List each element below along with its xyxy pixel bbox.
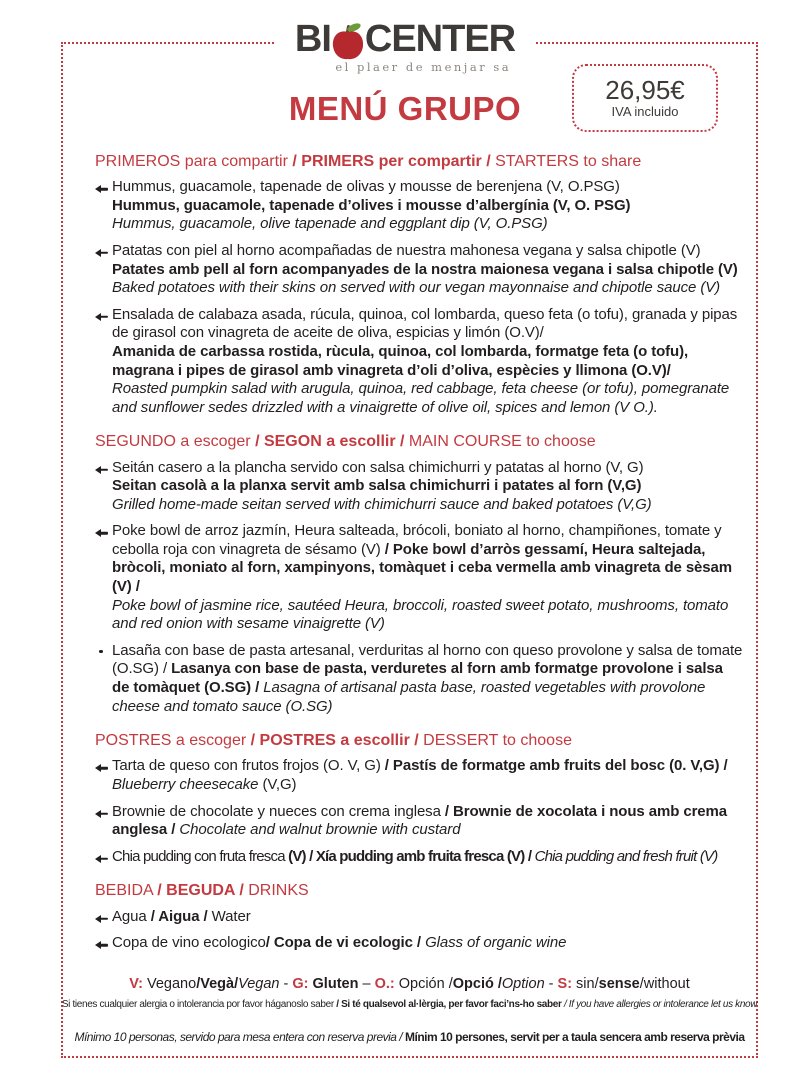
text-run: / If you have allergies or intolerance let us know bbox=[563, 999, 758, 1010]
section-header-segundo bbox=[95, 432, 743, 451]
menu-item-text bbox=[112, 803, 727, 839]
text-run: Seitán casero a la plancha servido con salsa chimichurri y patatas al horno (V, G) bbox=[112, 458, 644, 476]
text-run: Gluten bbox=[308, 976, 359, 992]
text-run: (V,G) bbox=[262, 776, 297, 793]
menu-item-text bbox=[112, 642, 742, 715]
reservation-note bbox=[61, 1030, 758, 1044]
arrow-bullet-icon bbox=[95, 810, 109, 818]
text-run: Vegan bbox=[238, 976, 280, 992]
text-run: DESSERT to choose bbox=[423, 732, 572, 750]
arrow-bullet-icon bbox=[95, 529, 109, 537]
text-run: V: bbox=[129, 976, 143, 992]
menu-item bbox=[95, 178, 743, 234]
text-run: Lasanya con base de pasta, verduretes al forn amb formatge provolone i salsa de tomàquet (O.SG) / bbox=[112, 660, 723, 697]
text-run: /Vegà/ bbox=[196, 976, 239, 992]
menu-sections bbox=[95, 152, 743, 961]
text-run: Blueberry cheesecake bbox=[112, 776, 263, 793]
text-run: Amanida de carbassa rostida, rùcula, quinoa, col lombarda, formatge feta (o tofu), magrana i pipes de girasol amb vinagreta d’oli d’oliva, espècies y llimona (O.V)/ bbox=[112, 342, 689, 379]
menu-item bbox=[95, 242, 743, 298]
legend bbox=[61, 976, 758, 1010]
allergy-notice-line bbox=[61, 999, 758, 1010]
text-run: sin/ bbox=[572, 976, 599, 992]
menu-item bbox=[95, 908, 743, 927]
text-run: Hummus, guacamole, tapenade d’olives i mousse d’albergínia (V, O. PSG) bbox=[112, 196, 631, 214]
text-run: Mínim 10 persones, servit per a taula sencera amb reserva prèvia bbox=[404, 1030, 745, 1044]
logo-inner bbox=[275, 18, 535, 74]
arrow-bullet-icon bbox=[95, 313, 109, 321]
text-run: Chia pudding and fresh fruit (V) bbox=[534, 847, 718, 865]
text-run: Opció / bbox=[452, 976, 502, 992]
menu-item bbox=[95, 934, 743, 953]
arrow-bullet-icon bbox=[95, 249, 109, 257]
text-run: Opción / bbox=[394, 976, 453, 992]
arrow-bullet-icon bbox=[95, 941, 109, 949]
logo-prefix: BI bbox=[294, 18, 331, 60]
text-run: POSTRES a escoger bbox=[95, 732, 251, 750]
text-run: Lasagna of artisanal pasta base, roasted vegetables with provolone cheese and tomato sauce (O.SG) bbox=[112, 679, 706, 715]
text-run: Copa de vino ecologico bbox=[112, 934, 266, 952]
text-run: / BEGUDA / bbox=[157, 882, 249, 900]
menu-item bbox=[95, 306, 743, 418]
text-run: Grilled home-made seitan served with chimichurri sauce and baked potatoes (V,G) bbox=[112, 495, 652, 513]
text-run: Hummus, guacamole, tapenade de olivas y mousse de berenjena (V, O.PSG) bbox=[112, 178, 620, 196]
menu-item-text bbox=[112, 242, 738, 296]
menu-item-text bbox=[112, 459, 652, 513]
text-run: Patates amb pell al forn acompanyades de la nostra maionesa vegana i salsa chipotle (V) bbox=[112, 260, 738, 278]
dot-bullet-icon bbox=[99, 650, 103, 654]
text-run: / SEGON a escollir / bbox=[255, 433, 409, 451]
menu-item bbox=[95, 522, 743, 634]
text-run: DRINKS bbox=[248, 882, 309, 900]
text-run: S: bbox=[557, 976, 573, 992]
text-run: Option bbox=[501, 976, 545, 992]
text-run: Brownie de chocolate y nueces con crema inglesa bbox=[112, 802, 445, 820]
section-header-bebida bbox=[95, 881, 743, 900]
arrow-bullet-icon bbox=[95, 466, 109, 474]
text-run: Glass of organic wine bbox=[425, 934, 567, 952]
menu-item bbox=[95, 757, 743, 794]
text-run: Water bbox=[211, 907, 251, 925]
text-run: Ensalada de calabaza asada, rúcula, quinoa, col lombarda, queso feta (o tofu), granada y pipas de girasol con vinagreta de aceite de oliva, espicias y limón (O.V)/ bbox=[112, 305, 738, 342]
text-run: SEGUNDO a escoger bbox=[95, 433, 256, 451]
text-run: / PRIMERS per compartir / bbox=[292, 153, 496, 170]
menu-item bbox=[95, 642, 743, 716]
price-amount: 26,95€ bbox=[605, 74, 685, 105]
menu-item bbox=[95, 848, 743, 867]
menu-item-text bbox=[112, 306, 737, 416]
logo-tagline: el plaer de menjar sa bbox=[335, 60, 512, 74]
price-box bbox=[572, 64, 718, 132]
text-run: - bbox=[544, 976, 558, 992]
text-run: O.: bbox=[374, 976, 395, 992]
text-run: (V) / Xía pudding amb fruita fresca (V) / bbox=[288, 847, 535, 865]
menu-item-text bbox=[112, 908, 251, 925]
text-run: / POSTRES a escollir / bbox=[250, 732, 424, 750]
text-run: / Aigua / bbox=[150, 907, 212, 925]
menu-item-text bbox=[112, 757, 728, 793]
text-run: MAIN COURSE to choose bbox=[408, 433, 596, 451]
text-run: / Poke bowl d’arròs gessamí, Heura saltejada, bròcoli, moniato al forn, xampinyons, tomàquet i ceba vermella amb vinagreta de sèsam (V) / bbox=[112, 540, 733, 596]
section-header-postres bbox=[95, 731, 743, 750]
text-run: Roasted pumpkin salad with arugula, quinoa, red cabbage, feta cheese (or tofu), pomegranate and sunflower sedes drizzled with a vinaigrette of olive oil, spices and lemon (V O.). bbox=[112, 380, 730, 416]
text-run: / Si té qualsevol al·lèrgia, per favor faci’ns-ho saber bbox=[336, 999, 564, 1010]
text-run: / Copa de vi ecologic / bbox=[265, 934, 426, 952]
text-run: /without bbox=[639, 976, 690, 992]
text-run: Hummus, guacamole, olive tapenade and eggplant dip (V, O.PSG) bbox=[112, 215, 548, 233]
text-run: Vegano bbox=[142, 976, 197, 992]
text-run: Baked potatoes with their skins on served with our vegan mayonnaise and chipotle sauce (V) bbox=[112, 279, 721, 297]
section-header-primeros bbox=[95, 152, 743, 171]
text-run: Seitan casolà a la planxa servit amb salsa chimichurri i patates al forn (V,G) bbox=[112, 477, 642, 495]
text-run: Mínimo 10 personas, servido para mesa entera con reserva previa / bbox=[74, 1030, 405, 1044]
menu-item bbox=[95, 459, 743, 515]
page-title: MENÚ GRUPO bbox=[288, 90, 522, 127]
text-run: Poke bowl de arroz jazmín, Heura salteada, brócoli, boniato al horno, champiñones, tomate y cebolla roja con vinagreta de sésamo (V) bbox=[112, 522, 722, 558]
price-vat-note: IVA incluido bbox=[611, 104, 679, 120]
menu-item-text bbox=[112, 522, 732, 632]
legend-codes-line bbox=[61, 976, 758, 992]
logo-suffix: CENTER bbox=[364, 18, 516, 60]
text-run: Agua bbox=[112, 907, 151, 925]
text-run: Patatas con piel al horno acompañadas de nuestra mahonesa vegana y salsa chipotle (V) bbox=[112, 241, 701, 259]
arrow-bullet-icon bbox=[95, 915, 109, 923]
text-run: Chia pudding con fruta fresca bbox=[112, 847, 289, 865]
text-run: Tarta de queso con frutos frojos (O. V, G) bbox=[112, 757, 385, 775]
menu-item-text bbox=[112, 934, 566, 951]
text-run: / Pastís de formatge amb fruits del bosc (0. V,G) / bbox=[384, 757, 728, 775]
text-run: G: bbox=[292, 976, 309, 992]
menu-item-text bbox=[112, 848, 717, 865]
apple-icon bbox=[330, 21, 366, 61]
text-run: - bbox=[279, 976, 293, 992]
menu-item bbox=[95, 803, 743, 840]
text-run: STARTERS to share bbox=[495, 153, 642, 170]
text-run: / Brownie de xocolata i nous amb crema anglesa / bbox=[112, 802, 728, 839]
text-run: Lasaña con base de pasta artesanal, verduritas al horno con queso provolone y salsa de tomate (O.SG) / bbox=[112, 641, 743, 678]
text-run: – bbox=[358, 976, 375, 992]
text-run: Chocolate and walnut brownie with custard bbox=[179, 821, 461, 839]
arrow-bullet-icon bbox=[95, 855, 109, 863]
text-run: Si tienes cualquier alergia o intolerancia por favor háganoslo saber bbox=[61, 999, 337, 1010]
text-run: BEBIDA bbox=[95, 882, 158, 900]
text-run: Poke bowl of jasmine rice, sautéed Heura, broccoli, roasted sweet potato, mushrooms, tomato and red onion with sesame vinaigrette (V) bbox=[112, 596, 729, 633]
arrow-bullet-icon bbox=[95, 764, 109, 772]
text-run: sense bbox=[598, 976, 640, 992]
arrow-bullet-icon bbox=[95, 185, 109, 193]
logo-text bbox=[295, 20, 515, 58]
menu-item-text bbox=[112, 178, 630, 232]
text-run: PRIMEROS para compartir bbox=[95, 153, 293, 170]
